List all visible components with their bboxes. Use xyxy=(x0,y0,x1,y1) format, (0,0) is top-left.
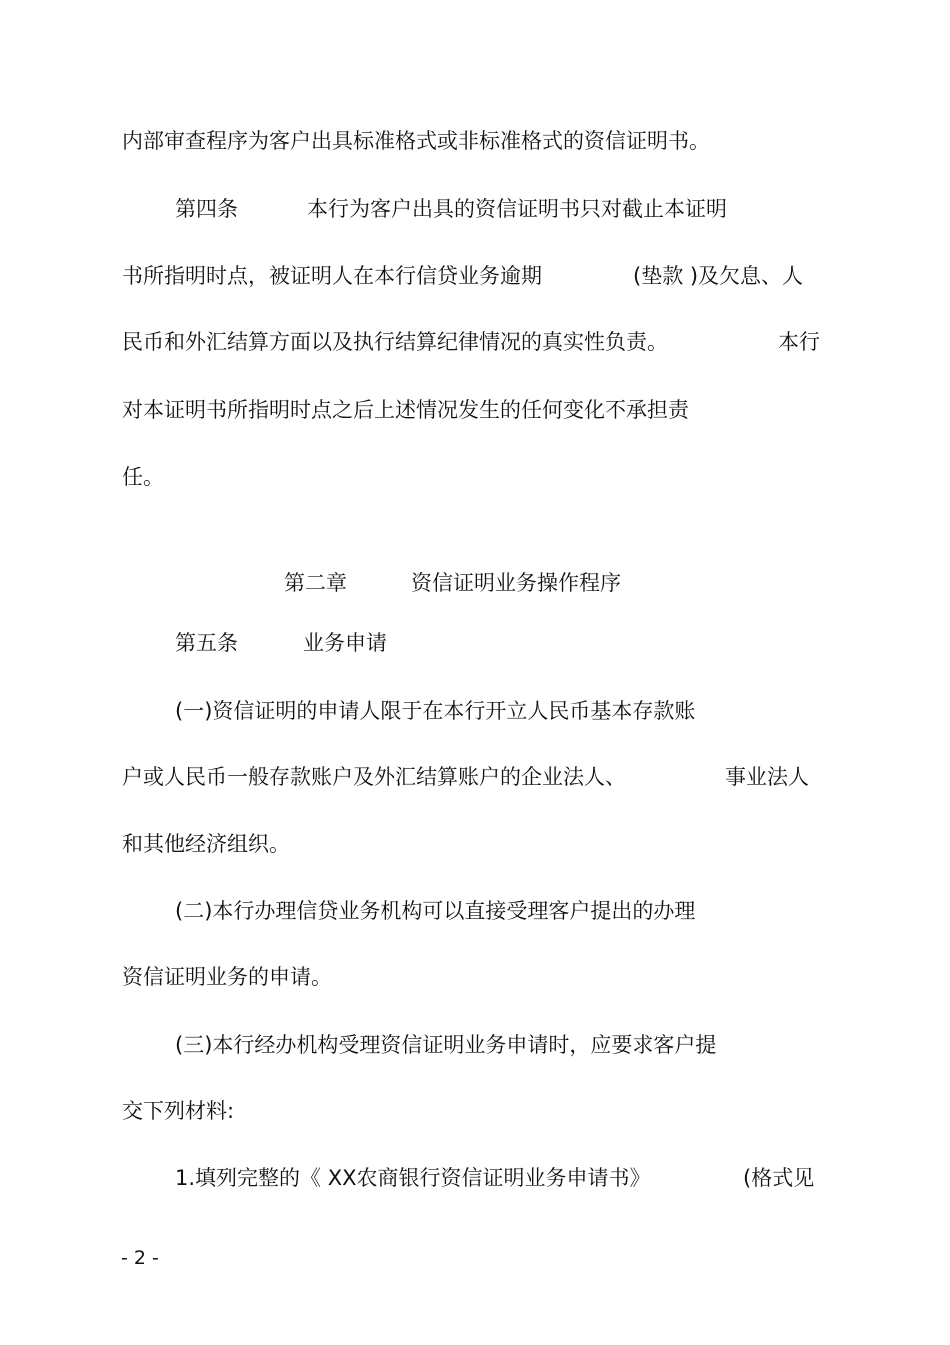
paragraph-line: 本行为客户出具的资信证明书只对截止本证明 xyxy=(307,197,727,221)
paragraph-line: 和其他经济组织。 xyxy=(122,832,290,856)
article-title: 业务申请 xyxy=(303,631,387,655)
paragraph-line: 1.填列完整的《 XX农商银行资信证明业务申请书》 xyxy=(175,1166,651,1190)
paragraph-line: 资信证明业务的申请。 xyxy=(122,965,332,989)
paragraph-line: 民币和外汇结算方面以及执行结算纪律情况的真实性负责。 xyxy=(122,330,668,354)
chapter-label: 第二章 xyxy=(284,571,347,595)
paragraph-line: 事业法人 xyxy=(725,765,809,789)
paragraph-line: 户或人民币一般存款账户及外汇结算账户的企业法人、 xyxy=(122,765,626,789)
paragraph-line: 本行 xyxy=(778,330,820,354)
paragraph-line: (二)本行办理信贷业务机构可以直接受理客户提出的办理 xyxy=(175,899,696,923)
article-label: 第五条 xyxy=(175,631,238,655)
paragraph-line: 任。 xyxy=(122,465,164,489)
paragraph-line: 内部审查程序为客户出具标准格式或非标准格式的资信证明书。 xyxy=(122,129,710,153)
article-label: 第四条 xyxy=(175,197,238,221)
paragraph-line: 交下列材料: xyxy=(122,1099,235,1123)
paragraph-line: (一)资信证明的申请人限于在本行开立人民币基本存款账 xyxy=(175,699,696,723)
paragraph-line: (格式见 xyxy=(743,1166,815,1190)
paragraph-line: 书所指明时点，被证明人在本行信贷业务逾期 xyxy=(122,264,542,288)
page-number: - 2 - xyxy=(121,1247,159,1269)
paragraph-line: (垫款 )及欠息、人 xyxy=(633,264,804,288)
paragraph-line: 对本证明书所指明时点之后上述情况发生的任何变化不承担责 xyxy=(122,398,689,422)
chapter-title: 资信证明业务操作程序 xyxy=(411,571,621,595)
paragraph-line: (三)本行经办机构受理资信证明业务申请时，应要求客户提 xyxy=(175,1033,717,1057)
